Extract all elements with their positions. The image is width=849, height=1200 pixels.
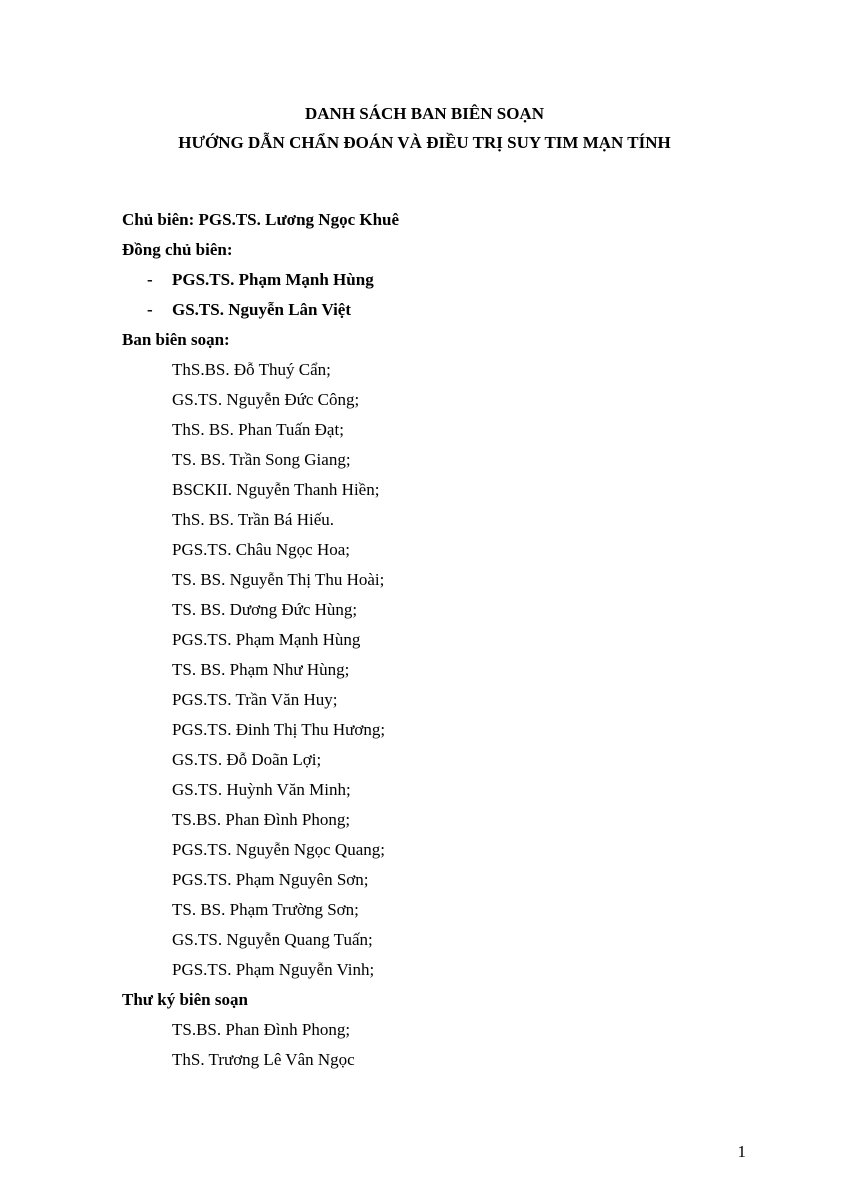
document-subtitle: HƯỚNG DẪN CHẨN ĐOÁN VÀ ĐIỀU TRỊ SUY TIM MẠN TÍNH <box>178 133 671 152</box>
board-heading: Ban biên soạn: <box>122 330 230 349</box>
co-editor-name: PGS.TS. Phạm Mạnh Hùng <box>172 270 374 289</box>
co-editor-item <box>122 265 809 295</box>
board-member: GS.TS. Huỳnh Văn Minh; <box>172 780 351 799</box>
document-body <box>122 205 809 1075</box>
secretary-member: TS.BS. Phan Đình Phong; <box>172 1020 351 1039</box>
editor-in-chief: Chủ biên: PGS.TS. Lương Ngọc Khuê <box>122 210 400 229</box>
board-member: BSCKII. Nguyễn Thanh Hiền; <box>172 480 380 499</box>
document-title: DANH SÁCH BAN BIÊN SOẠN <box>305 104 544 123</box>
board-member: TS. BS. Trần Song Giang; <box>172 450 351 469</box>
board-member: ThS. BS. Trần Bá Hiếu. <box>172 510 334 529</box>
secretaries-heading: Thư ký biên soạn <box>122 990 248 1009</box>
board-member: PGS.TS. Đinh Thị Thu Hương; <box>172 720 386 739</box>
co-editor-name: GS.TS. Nguyễn Lân Việt <box>172 300 352 319</box>
board-member: TS.BS. Phan Đình Phong; <box>172 810 351 829</box>
board-member: PGS.TS. Phạm Nguyễn Vinh; <box>172 960 375 979</box>
co-editor-item <box>122 295 809 325</box>
page-number: 1 <box>737 1142 746 1161</box>
board-member: GS.TS. Nguyễn Đức Công; <box>172 390 360 409</box>
board-member: PGS.TS. Phạm Mạnh Hùng <box>172 630 361 649</box>
board-member: GS.TS. Nguyễn Quang Tuấn; <box>172 930 373 949</box>
board-member: GS.TS. Đỗ Doãn Lợi; <box>172 750 322 769</box>
board-member-list <box>122 355 809 985</box>
secretary-member: ThS. Trương Lê Vân Ngọc <box>172 1050 355 1069</box>
board-member: PGS.TS. Phạm Nguyên Sơn; <box>172 870 369 889</box>
co-editors-heading: Đồng chủ biên: <box>122 240 233 259</box>
board-member: ThS.BS. Đỗ Thuý Cẩn; <box>172 360 331 379</box>
board-member: ThS. BS. Phan Tuấn Đạt; <box>172 420 344 439</box>
board-member: TS. BS. Dương Đức Hùng; <box>172 600 358 619</box>
board-member: PGS.TS. Nguyễn Ngọc Quang; <box>172 840 385 859</box>
secretary-list <box>122 1015 809 1075</box>
board-member: PGS.TS. Châu Ngọc Hoa; <box>172 540 351 559</box>
bullet-dash: - <box>147 270 153 289</box>
board-member: TS. BS. Phạm Như Hùng; <box>172 660 350 679</box>
board-member: TS. BS. Nguyễn Thị Thu Hoài; <box>172 570 385 589</box>
board-member: TS. BS. Phạm Trường Sơn; <box>172 900 359 919</box>
board-member: PGS.TS. Trần Văn Huy; <box>172 690 338 709</box>
bullet-dash: - <box>147 300 153 319</box>
